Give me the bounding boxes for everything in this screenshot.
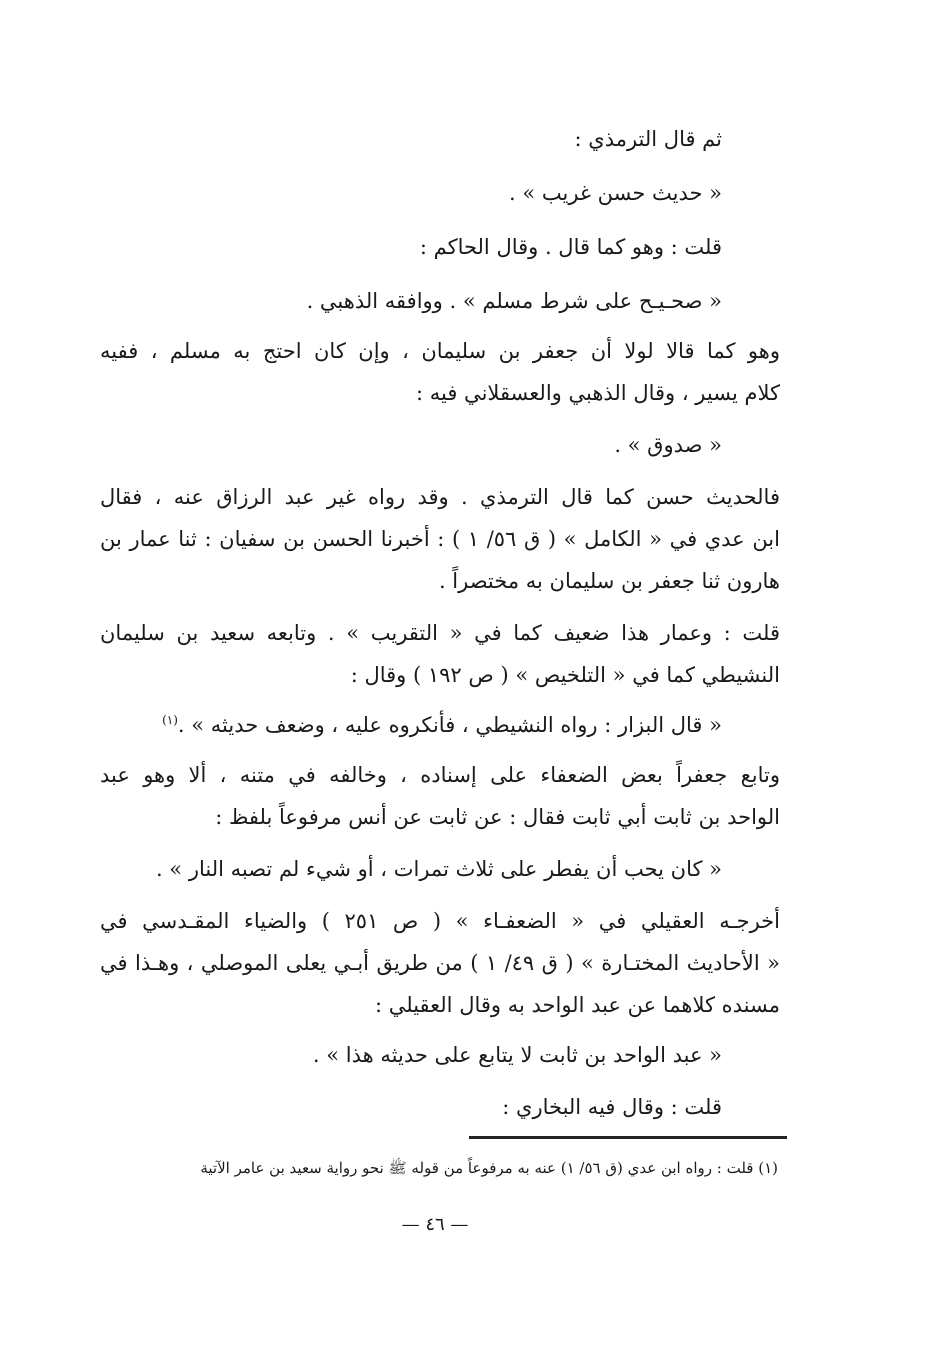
text-line-7: « صدوق » . <box>614 433 722 457</box>
text-line-19: مسنده كلاهما عن عبد الواحد به وقال العقيلي : <box>374 993 780 1017</box>
text-line-20: « عبد الواحد بن ثابت لا يتابع على حديثه هذا » . <box>312 1043 722 1067</box>
text-line-9: ابن عدي في « الكامل » ( ق ٥٦/ ١ ) : أخبرنا الحسن بن سفيان : ثنا عمار بن <box>100 527 780 551</box>
text-line-12: النشيطي كما في « التلخيص » ( ص ١٩٢ ) وقال : <box>350 663 780 687</box>
footnote-marker: (١) <box>162 713 178 727</box>
text-line-14: وتابع جعفراً بعض الضعفاء على إسناده ، وخالفه في متنه ، ألا وهو عبد <box>100 763 780 787</box>
footnote-text: (١) قلت : رواه ابن عدي (ق ٥٦/ ١) عنه به مرفوعاً من قوله ﷺ نحو رواية سعيد بن عامر الآتية <box>200 1159 778 1177</box>
text-line-13 <box>162 710 722 740</box>
text-line-4: « صحـيـح على شرط مسلم » . ووافقه الذهبي . <box>306 289 722 313</box>
quote-bazzar: « قال البزار : رواه النشيطي ، فأنكروه عليه ، وضعف حديثه » . <box>177 713 722 737</box>
text-line-18: « الأحاديث المختـارة » ( ق ٤٩/ ١ ) من طريق أبـي يعلى الموصلي ، وهـذا في <box>100 951 780 975</box>
page-number: — ٤٦ — <box>401 1214 469 1235</box>
text-line-2: « حديث حسن غريب » . <box>509 181 722 205</box>
text-line-21: قلت : وقال فيه البخاري : <box>502 1095 722 1119</box>
text-line-15: الواحد بن ثابت أبي ثابت فقال : عن ثابت عن أنس مرفوعاً بلفظ : <box>215 805 780 829</box>
text-line-5: وهو كما قالا لولا أن جعفر بن سليمان ، وإن كان احتج به مسلم ، ففيه <box>100 339 780 363</box>
text-line-8: فالحديث حسن كما قال الترمذي . وقد رواه غير عبد الرزاق عنه ، فقال <box>100 485 780 509</box>
text-line-17: أخرجـه العقيلي في « الضعفـاء » ( ص ٢٥١ ) والضياء المقـدسي في <box>100 909 780 933</box>
text-line-11: قلت : وعمار هذا ضعيف كما في « التقريب » . وتابعه سعيد بن سليمان <box>100 621 780 645</box>
text-line-1: ثم قال الترمذي : <box>574 127 722 151</box>
text-line-6: كلام يسير ، وقال الذهبي والعسقلاني فيه : <box>416 381 780 405</box>
text-line-10: هارون ثنا جعفر بن سليمان به مختصراً . <box>438 569 780 593</box>
text-line-3: قلت : وهو كما قال . وقال الحاكم : <box>419 235 722 259</box>
footnote-divider <box>469 1136 787 1139</box>
text-line-16: « كان يحب أن يفطر على ثلاث تمرات ، أو شيء لم تصبه النار » . <box>155 857 722 881</box>
